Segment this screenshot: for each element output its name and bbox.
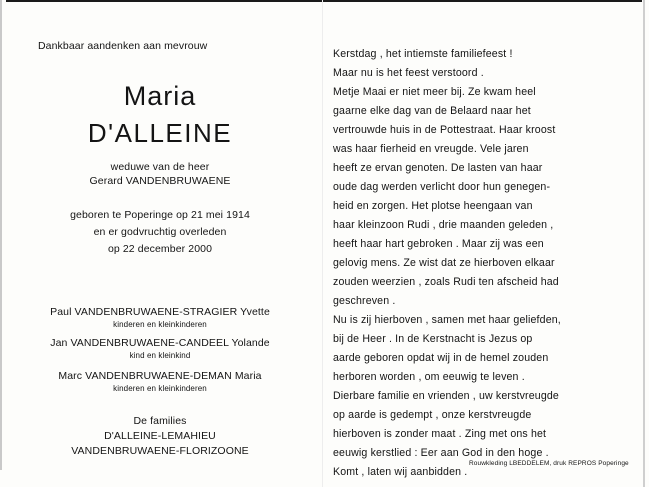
family-relation: kinderen en kleinkinderen <box>113 384 207 393</box>
family-line: D'ALLEINE-LEMAHIEU <box>104 430 216 442</box>
text-line: Metje Maai er niet meer bij. Ze kwam heel <box>333 86 536 98</box>
text-line: zouden weerzien , zoals Rudi ten afscheid had <box>333 276 559 288</box>
text-line: gelovig mens. Ze wist dat ze hierboven elkaar <box>333 257 555 269</box>
family-relation: kinderen en kleinkinderen <box>113 320 207 329</box>
memorial-text <box>333 45 633 482</box>
text-line: vertrouwde huis in de Pottestraat. Haar kroost <box>333 124 556 136</box>
text-line: gaarne elke dag van de Belaard naar het <box>333 105 531 117</box>
text-line: haar kleinzoon Rudi , drie maanden geleden , <box>333 219 554 231</box>
family-names: Marc VANDENBRUWAENE-DEMAN Maria <box>58 370 262 382</box>
family-line: VANDENBRUWAENE-FLORIZOONE <box>71 445 249 457</box>
card-right-edge <box>643 0 645 487</box>
death-date: op 22 december 2000 <box>107 243 213 255</box>
last-name: D'ALLEINE <box>87 118 233 148</box>
card-left-edge <box>0 0 2 470</box>
dedication-line: Dankbaar aandenken aan mevrouw <box>38 40 208 52</box>
card-fold-line <box>322 0 323 487</box>
text-line: herboren worden , om eeuwig te leven . <box>333 371 525 383</box>
text-line: Kerstdag , het intiemste familiefeest ! <box>333 48 513 60</box>
text-line: bij de Heer . In de Kerstnacht is Jezus op <box>333 333 533 345</box>
text-line: Komt , laten wij aanbidden . <box>333 466 468 478</box>
text-line: heeft haar hart gebroken . Maar zij was een <box>333 238 544 250</box>
card-top-edge <box>6 0 642 2</box>
family-names: Paul VANDENBRUWAENE-STRAGIER Yvette <box>50 306 270 318</box>
families-heading: De families <box>133 415 187 427</box>
first-name: Maria <box>123 81 197 111</box>
husband-name: Gerard VANDENBRUWAENE <box>89 175 231 187</box>
family-names: Jan VANDENBRUWAENE-CANDEEL Yolande <box>50 337 270 349</box>
printer-credit: Rouwkleding LBEDDELEM, druk REPROS Poperinge <box>469 460 629 467</box>
text-line: Nu is zij hierboven , samen met haar geliefden, <box>333 314 561 326</box>
text-line: oude dag werden verlicht door hun genegen- <box>333 181 551 193</box>
text-line: heid en zorgen. Het plotse heengaan van <box>333 200 533 212</box>
text-line: op aarde is gedempt , onze kerstvreugde <box>333 409 532 421</box>
widow-line: weduwe van de heer <box>110 161 210 173</box>
text-line: Dierbare familie en vrienden , uw kerstvreugde <box>333 390 559 402</box>
family-relation: kind en kleinkind <box>129 351 191 360</box>
text-line: eeuwig kerstlied : Eer aan God in den hoge . <box>333 447 549 459</box>
death-line: en er godvruchtig overleden <box>93 226 227 238</box>
text-line: heeft ze ervan genoten. De lasten van haar <box>333 162 543 174</box>
text-line: was haar fierheid en vreugde. Vele jaren <box>333 143 529 155</box>
text-line: hierboven is zonder maat . Zing met ons het <box>333 428 547 440</box>
text-line: geschreven . <box>333 295 396 307</box>
birth-line: geboren te Poperinge op 21 mei 1914 <box>70 209 250 221</box>
text-line: aarde geboren opdat wij in de hemel zouden <box>333 352 549 364</box>
text-line: Maar nu is het feest verstoord . <box>333 67 484 79</box>
